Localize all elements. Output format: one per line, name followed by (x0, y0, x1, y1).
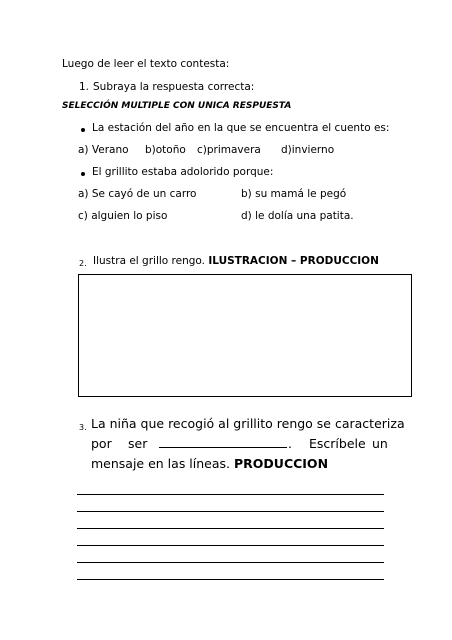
q3-word-ser: ser (128, 436, 148, 451)
option-d-injury: d) le dolía una patita. (241, 210, 354, 222)
writing-line[interactable] (77, 511, 384, 512)
illustration-box[interactable] (78, 274, 412, 397)
q2-text (93, 255, 379, 268)
option-b-season: b)otoño (145, 144, 186, 156)
writing-line[interactable] (77, 528, 384, 529)
option-d-season: d)invierno (281, 144, 335, 156)
q3-word-escribele: Escríbele (309, 436, 366, 451)
q3-number: 3. (79, 423, 87, 432)
bullet-icon (81, 172, 85, 176)
writing-line[interactable] (77, 562, 384, 563)
q2-label: ILUSTRACION – PRODUCCION (208, 255, 379, 267)
option-a-season: a) Verano (78, 144, 129, 156)
q3-line1: La niña que recogió al grillito rengo se caracteriza (91, 416, 405, 431)
question-injury: El grillito estaba adolorido porque: (92, 166, 274, 178)
q3-message-text: mensaje en las líneas. (91, 456, 231, 471)
q1-instruction: Subraya la respuesta correcta: (93, 81, 255, 93)
q3-label: PRODUCCION (234, 456, 329, 471)
q1-number: 1. (79, 81, 90, 93)
section-title: SELECCIÓN MULTIPLE CON UNICA RESPUESTA (62, 101, 292, 111)
q3-word-un: un (372, 436, 388, 451)
q3-word-por: por (91, 436, 112, 451)
intro-text: Luego de leer el texto contesta: (62, 58, 230, 70)
question-season: La estación del año en la que se encuentra el cuento es: (92, 122, 390, 134)
bullet-icon (81, 128, 85, 132)
q2-instruction: Ilustra el grillo rengo. (93, 255, 205, 267)
q3-line3 (91, 456, 328, 472)
option-b-injury: b) su mamá le pegó (241, 188, 347, 200)
q3-period: . (288, 436, 292, 451)
option-a-injury: a) Se cayó de un carro (78, 188, 197, 200)
writing-line[interactable] (77, 494, 384, 495)
writing-line[interactable] (77, 579, 384, 580)
characteristic-blank[interactable] (159, 436, 287, 448)
q2-number: 2. (79, 259, 87, 268)
writing-line[interactable] (77, 545, 384, 546)
option-c-season: c)primavera (197, 144, 261, 156)
option-c-injury: c) alguien lo piso (78, 210, 168, 222)
